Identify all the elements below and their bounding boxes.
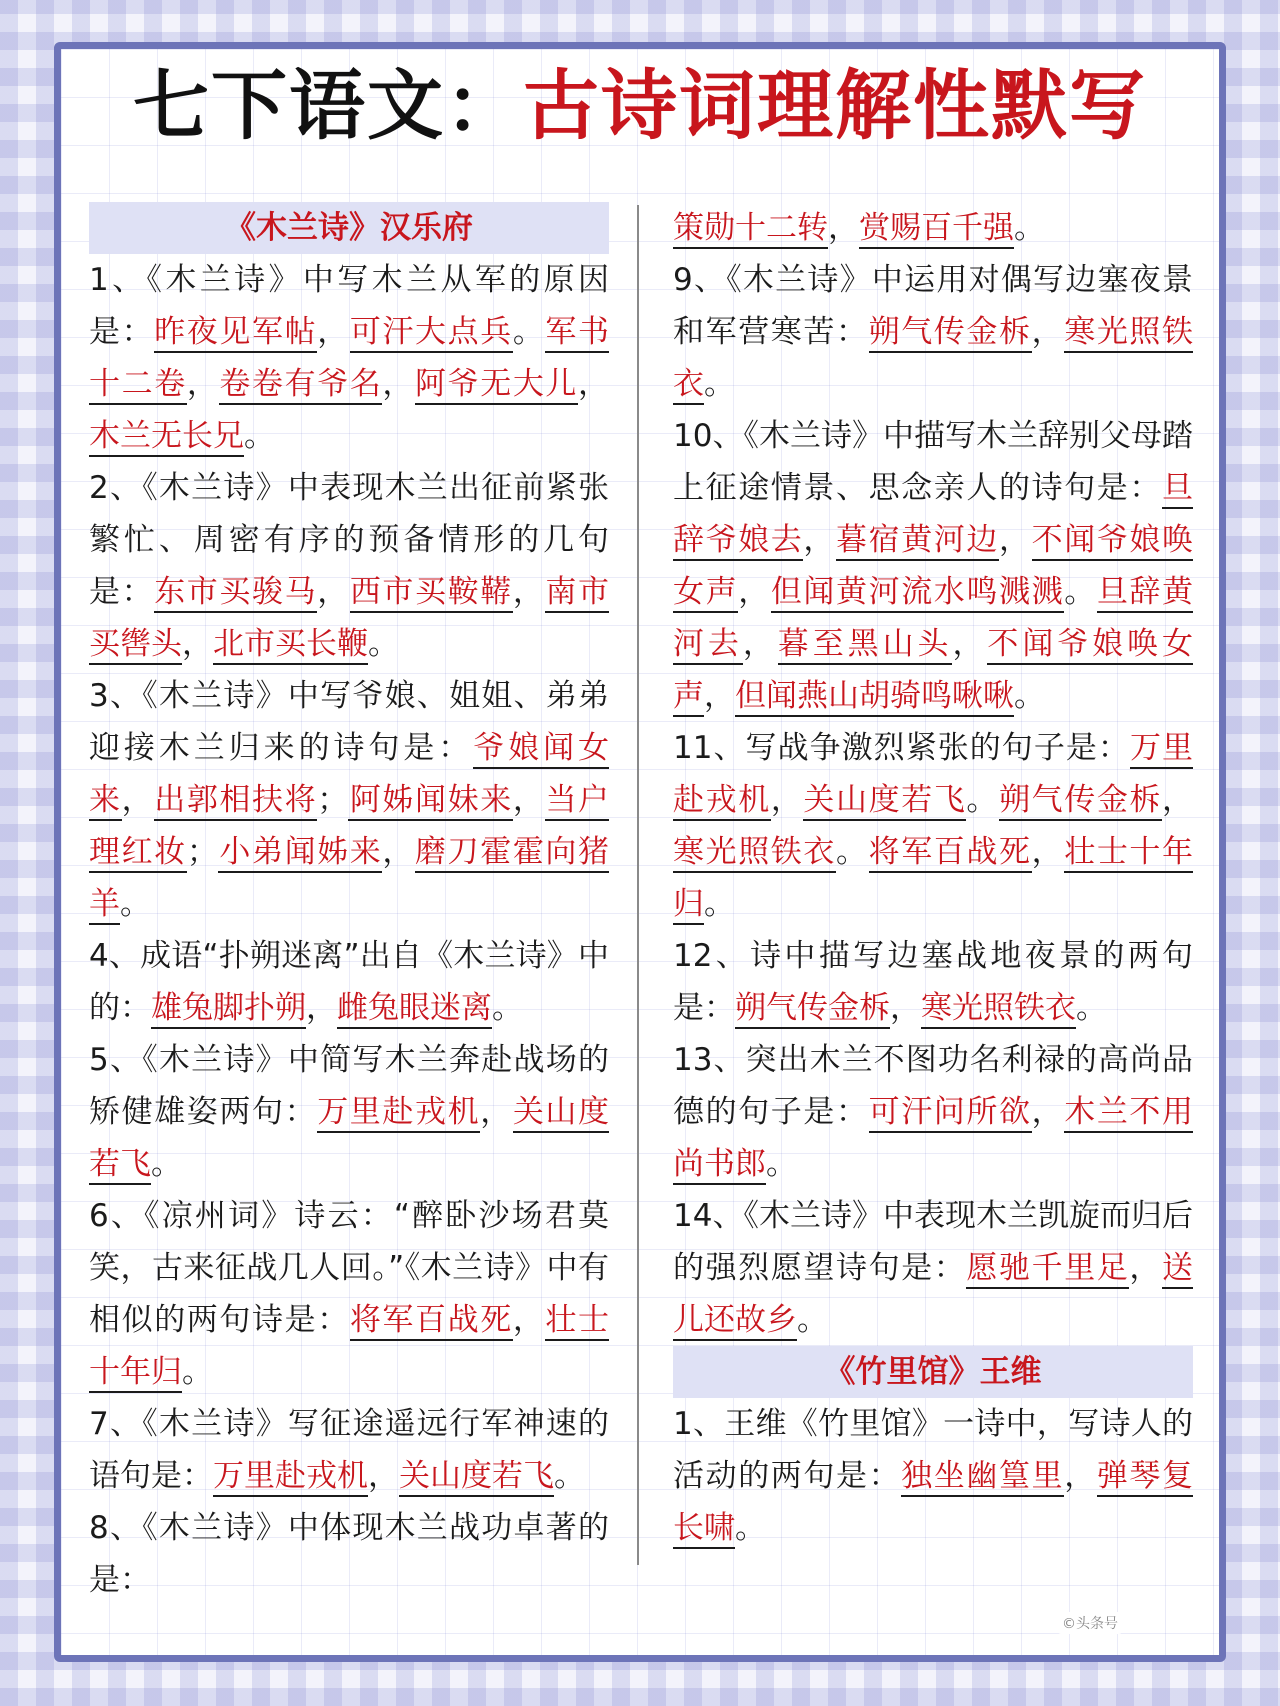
question-8-continued <box>673 202 1193 254</box>
question-3 <box>89 670 609 930</box>
answer-text: 可汗问所欲 <box>869 1094 1032 1133</box>
question-text: 13、突出木兰不图功名利禄的高尚品德的句子是： <box>673 1042 1193 1130</box>
section-header-zhuliguan: 《竹里馆》王维 <box>673 1346 1193 1398</box>
punctuation: ， <box>704 678 735 714</box>
question-text: 11、写战争激烈紧张的句子是： <box>673 730 1130 766</box>
right-column <box>673 202 1193 1554</box>
answer-text: 旦辞爷娘去 <box>673 470 1193 561</box>
punctuation: 。 <box>704 886 735 922</box>
question-text: 9、《木兰诗》中运用对偶写边塞夜景和军营寒苦： <box>673 262 1193 350</box>
answer-text: 暮至黑山头 <box>778 626 953 665</box>
punctuation: ， <box>890 990 921 1026</box>
punctuation: 。 <box>554 1458 585 1494</box>
punctuation: 。 <box>368 626 399 662</box>
answer-text: 当户理红妆 <box>89 782 609 873</box>
answer-text: 寒光照铁衣 <box>921 990 1076 1029</box>
answer-text: 暮宿黄河边 <box>836 522 999 561</box>
punctuation: ， <box>1162 782 1194 818</box>
answer-text: 万里赴戎机 <box>673 730 1193 821</box>
answer-text: 南市买辔头 <box>89 574 609 665</box>
punctuation: 。 <box>512 314 546 350</box>
question-text: 2、《木兰诗》中表现木兰出征前紧张繁忙、周密有序的预备情形的几句是： <box>89 470 609 610</box>
answer-text: 关山度若飞 <box>803 782 966 821</box>
section-header-mulan: 《木兰诗》汉乐府 <box>89 202 609 254</box>
answer-text: 关山度若飞 <box>399 1458 554 1497</box>
answer-text: 壮士十年归 <box>673 834 1193 925</box>
punctuation: ， <box>306 990 337 1026</box>
punctuation: 。 <box>766 1146 797 1182</box>
question-text: 5、《木兰诗》中简写木兰奔赴战场的矫健雄姿两句： <box>89 1042 609 1130</box>
answer-text: 寒光照铁衣 <box>673 834 836 873</box>
column-divider <box>637 205 639 1565</box>
punctuation: 。 <box>1064 574 1097 610</box>
answer-text: 弹琴复长啸 <box>673 1458 1193 1549</box>
question-text: 3、《木兰诗》中写爷娘、姐姐、弟弟迎接木兰归来的诗句是： <box>89 678 609 766</box>
punctuation: ； <box>186 834 218 870</box>
answer-text: 军书十二卷 <box>89 314 609 405</box>
punctuation: 。 <box>704 366 735 402</box>
question-8 <box>89 1502 609 1606</box>
punctuation: ， <box>512 782 546 818</box>
punctuation: 。 <box>1014 210 1045 246</box>
question-text: 1、王维《竹里馆》一诗中，写诗人的活动的两句是： <box>673 1406 1193 1494</box>
answer-text: 旦辞黄河去 <box>673 574 1193 665</box>
punctuation: ， <box>952 626 988 662</box>
answer-text: 雄兔脚扑朔 <box>151 990 306 1029</box>
punctuation: 。 <box>120 886 151 922</box>
question-7 <box>89 1398 609 1502</box>
answer-text: 北市买长鞭 <box>213 626 368 665</box>
punctuation: ， <box>382 366 416 402</box>
punctuation: ， <box>803 522 837 558</box>
answer-text: 将军百战死 <box>350 1302 513 1341</box>
punctuation: 。 <box>151 1146 182 1182</box>
answer-text: 愿驰千里足 <box>966 1250 1129 1289</box>
punctuation: ， <box>480 1094 513 1130</box>
answer-text: 但闻燕山胡骑鸣啾啾 <box>735 678 1014 717</box>
punctuation: ， <box>742 626 778 662</box>
answer-text: 东市买骏马 <box>154 574 317 613</box>
punctuation: 。 <box>735 1510 766 1546</box>
answer-text: 壮士十年归 <box>89 1302 609 1393</box>
punctuation: ， <box>1129 1250 1163 1286</box>
punctuation: 。 <box>244 418 275 454</box>
answer-text: 赏赐百千强 <box>859 210 1014 249</box>
answer-text: 出郭相扶将 <box>154 782 317 821</box>
punctuation: ， <box>738 574 771 610</box>
answer-text: 卷卷有爷名 <box>219 366 382 405</box>
answer-text: 木兰不用尚书郎 <box>673 1094 1193 1185</box>
question-9 <box>673 254 1193 410</box>
punctuation: ， <box>770 782 804 818</box>
watermark: ©头条号 <box>1058 1612 1122 1634</box>
answer-text: 但闻黄河流水鸣溅溅 <box>771 574 1064 613</box>
punctuation: 。 <box>836 834 869 870</box>
punctuation: ， <box>121 782 155 818</box>
question-5 <box>89 1034 609 1190</box>
punctuation: ， <box>382 834 416 870</box>
punctuation: ， <box>999 522 1032 558</box>
punctuation: 。 <box>797 1302 828 1338</box>
answer-text: 木兰无长兄 <box>89 418 244 457</box>
question-4 <box>89 930 609 1034</box>
answer-text: 朔气传金柝 <box>869 314 1032 353</box>
question-text: 8、《木兰诗》中体现木兰战功卓著的是： <box>89 1510 609 1598</box>
punctuation: 。 <box>182 1354 213 1390</box>
punctuation: ， <box>317 314 350 350</box>
punctuation: ， <box>182 626 213 662</box>
answer-text: 寒光照铁衣 <box>673 314 1193 405</box>
answer-text: 磨刀霍霍向猪羊 <box>89 834 609 925</box>
question-14 <box>673 1190 1193 1346</box>
question-1 <box>89 254 609 462</box>
punctuation: ， <box>317 574 350 610</box>
punctuation: 。 <box>492 990 523 1026</box>
answer-text: 朔气传金柝 <box>735 990 890 1029</box>
question-2 <box>89 462 609 670</box>
punctuation: ， <box>1031 1094 1065 1130</box>
answer-text: 关山度若飞 <box>89 1094 609 1185</box>
title-topic: 古诗词理解性默写 <box>523 61 1147 150</box>
punctuation: 。 <box>1076 990 1107 1026</box>
punctuation: ， <box>828 210 859 246</box>
answer-text: 独坐幽篁里 <box>901 1458 1064 1497</box>
answer-text: 雌兔眼迷离 <box>337 990 492 1029</box>
question-text: 7、《木兰诗》写征途遥远行军神速的语句是： <box>89 1406 609 1494</box>
punctuation: ， <box>512 574 546 610</box>
answer-text: 万里赴戎机 <box>213 1458 368 1497</box>
answer-text: 阿姊闻妹来 <box>348 782 513 821</box>
question-text: 14、《木兰诗》中表现木兰凯旋而归后的强烈愿望诗句是： <box>673 1198 1193 1286</box>
answer-text: 阿爷无大儿 <box>415 366 578 405</box>
title-prefix: 七下语文： <box>133 61 523 150</box>
punctuation: ， <box>368 1458 399 1494</box>
answer-text: 朔气传金柝 <box>999 782 1162 821</box>
punctuation: ， <box>1031 314 1065 350</box>
answer-text: 不闻爷娘唤女声 <box>673 626 1193 717</box>
punctuation: ， <box>186 366 220 402</box>
answer-text: 策勋十二转 <box>673 210 828 249</box>
question-text: 12、诗中描写边塞战地夜景的两句是： <box>673 938 1193 1026</box>
answer-text: 小弟闻姊来 <box>218 834 383 873</box>
page-title <box>0 56 1280 156</box>
question-12 <box>673 930 1193 1034</box>
punctuation: ， <box>578 366 610 402</box>
answer-text: 送儿还故乡 <box>673 1250 1193 1341</box>
answer-text: 爷娘闻女来 <box>89 730 609 821</box>
punctuation: ， <box>1031 834 1065 870</box>
question-text: 4、成语“扑朔迷离”出自《木兰诗》中的： <box>89 938 609 1026</box>
answer-text: 不闻爷娘唤女声 <box>673 522 1193 613</box>
punctuation: ， <box>512 1302 546 1338</box>
question-11 <box>673 722 1193 930</box>
answer-text: 将军百战死 <box>869 834 1032 873</box>
answer-text: 可汗大点兵 <box>350 314 513 353</box>
zhuliguan-question-1 <box>673 1398 1193 1554</box>
question-text: 6、《凉州词》诗云：“醉卧沙场君莫笑，古来征战几人回。”《木兰诗》中有相似的两句诗是： <box>89 1198 609 1338</box>
question-10 <box>673 410 1193 722</box>
punctuation: ； <box>317 782 349 818</box>
left-column <box>89 202 609 1606</box>
question-13 <box>673 1034 1193 1190</box>
answer-text: 万里赴戎机 <box>317 1094 480 1133</box>
answer-text: 西市买鞍鞯 <box>350 574 513 613</box>
question-6 <box>89 1190 609 1398</box>
punctuation: 。 <box>966 782 1000 818</box>
answer-text: 昨夜见军帖 <box>154 314 317 353</box>
punctuation: 。 <box>1014 678 1045 714</box>
question-text: 10、《木兰诗》中描写木兰辞别父母踏上征途情景、思念亲人的诗句是： <box>673 418 1193 506</box>
question-text: 1、《木兰诗》中写木兰从军的原因是： <box>89 262 609 350</box>
punctuation: ， <box>1064 1458 1097 1494</box>
